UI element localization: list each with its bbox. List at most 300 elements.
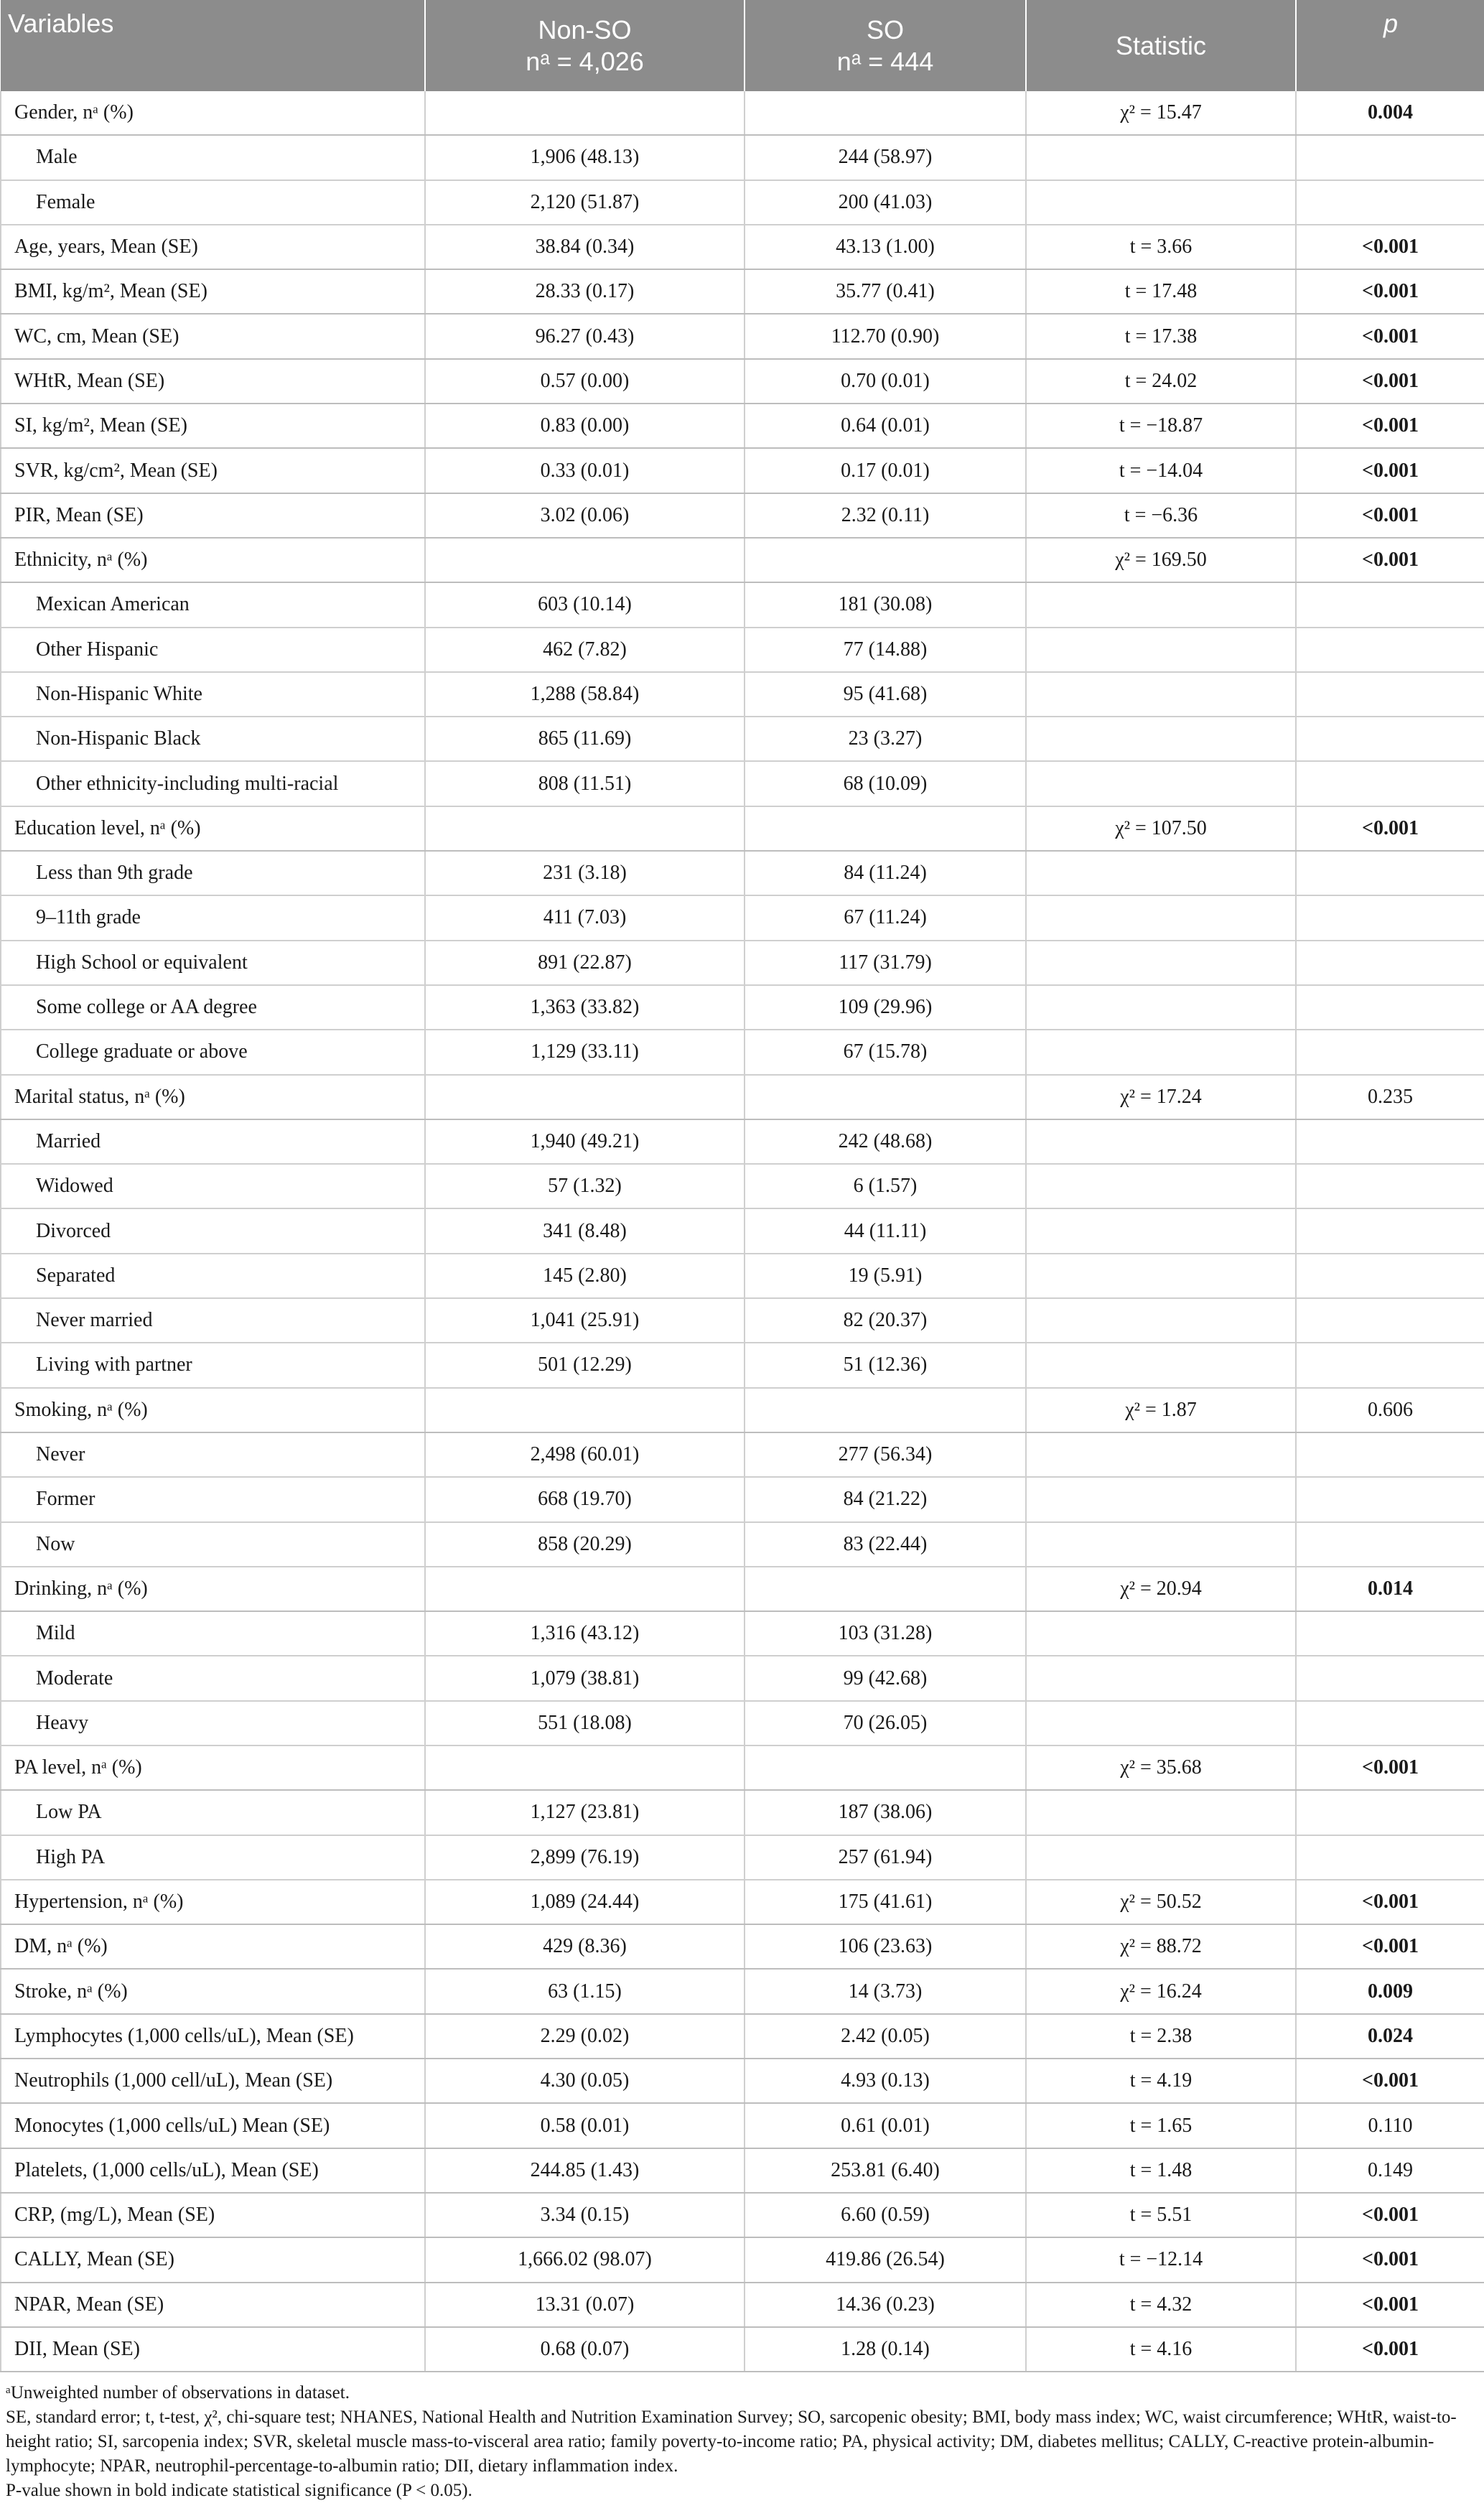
p-value-cell: <0.001 xyxy=(1296,2283,1484,2327)
statistic-cell: χ² = 16.24 xyxy=(1026,1969,1296,2013)
non-so-cell: 1,041 (25.91) xyxy=(425,1298,745,1343)
so-cell: 14 (3.73) xyxy=(745,1969,1026,2013)
so-cell xyxy=(745,806,1026,851)
variable-cell: Widowed xyxy=(1,1164,425,1208)
so-cell xyxy=(745,91,1026,135)
statistic-cell: t = 5.51 xyxy=(1026,2193,1296,2237)
statistic-cell: χ² = 107.50 xyxy=(1026,806,1296,851)
p-value-cell: <0.001 xyxy=(1296,2193,1484,2237)
so-cell: 82 (20.37) xyxy=(745,1298,1026,1343)
statistic-cell xyxy=(1026,851,1296,895)
p-value-cell: <0.001 xyxy=(1296,359,1484,404)
statistic-cell: t = 1.65 xyxy=(1026,2103,1296,2148)
non-so-cell: 865 (11.69) xyxy=(425,717,745,761)
statistic-cell xyxy=(1026,628,1296,672)
variable-cell: Never xyxy=(1,1432,425,1477)
variable-cell: Male xyxy=(1,135,425,180)
variable-cell: Other Hispanic xyxy=(1,628,425,672)
table-row xyxy=(1,717,1484,761)
non-so-cell: 0.83 (0.00) xyxy=(425,404,745,448)
variable-cell: SVR, kg/cm², Mean (SE) xyxy=(1,448,425,493)
so-cell: 103 (31.28) xyxy=(745,1611,1026,1656)
p-value-cell: <0.001 xyxy=(1296,1880,1484,1924)
variable-cell: Monocytes (1,000 cells/uL) Mean (SE) xyxy=(1,2103,425,2148)
variable-cell: DM, nᵃ (%) xyxy=(1,1924,425,1969)
variable-cell: Platelets, (1,000 cells/uL), Mean (SE) xyxy=(1,2148,425,2193)
non-so-cell xyxy=(425,1567,745,1611)
table-row xyxy=(1,2014,1484,2059)
non-so-cell: 341 (8.48) xyxy=(425,1208,745,1253)
p-value-cell xyxy=(1296,1343,1484,1387)
table-row xyxy=(1,851,1484,895)
p-value-cell xyxy=(1296,1835,1484,1880)
statistic-cell xyxy=(1026,582,1296,627)
so-cell: 43.13 (1.00) xyxy=(745,225,1026,269)
p-value-cell: <0.001 xyxy=(1296,448,1484,493)
statistic-cell xyxy=(1026,135,1296,180)
non-so-cell: 858 (20.29) xyxy=(425,1522,745,1567)
non-so-cell: 0.68 (0.07) xyxy=(425,2327,745,2372)
non-so-cell xyxy=(425,806,745,851)
non-so-cell: 1,316 (43.12) xyxy=(425,1611,745,1656)
statistic-cell: χ² = 88.72 xyxy=(1026,1924,1296,1969)
p-value-cell: <0.001 xyxy=(1296,2059,1484,2103)
so-cell: 244 (58.97) xyxy=(745,135,1026,180)
statistic-cell xyxy=(1026,761,1296,806)
variable-cell: PIR, Mean (SE) xyxy=(1,493,425,538)
variable-cell: SI, kg/m², Mean (SE) xyxy=(1,404,425,448)
non-so-cell: 1,666.02 (98.07) xyxy=(425,2237,745,2282)
non-so-cell: 603 (10.14) xyxy=(425,582,745,627)
non-so-cell: 1,127 (23.81) xyxy=(425,1790,745,1835)
table-row xyxy=(1,1254,1484,1298)
statistic-cell xyxy=(1026,1656,1296,1700)
statistic-cell xyxy=(1026,1611,1296,1656)
table-row xyxy=(1,1611,1484,1656)
so-cell: 19 (5.91) xyxy=(745,1254,1026,1298)
non-so-cell: 551 (18.08) xyxy=(425,1701,745,1745)
non-so-cell: 668 (19.70) xyxy=(425,1477,745,1521)
non-so-cell: 13.31 (0.07) xyxy=(425,2283,745,2327)
non-so-cell: 1,363 (33.82) xyxy=(425,985,745,1030)
p-value-cell xyxy=(1296,582,1484,627)
table-row xyxy=(1,404,1484,448)
so-cell: 242 (48.68) xyxy=(745,1119,1026,1164)
p-value-cell xyxy=(1296,717,1484,761)
p-value-cell xyxy=(1296,761,1484,806)
so-cell xyxy=(745,538,1026,582)
variable-cell: Mexican American xyxy=(1,582,425,627)
table-row xyxy=(1,1790,1484,1835)
so-cell: 2.32 (0.11) xyxy=(745,493,1026,538)
so-cell: 14.36 (0.23) xyxy=(745,2283,1026,2327)
variable-cell: Female xyxy=(1,180,425,225)
so-cell: 44 (11.11) xyxy=(745,1208,1026,1253)
so-cell: 23 (3.27) xyxy=(745,717,1026,761)
p-value-cell xyxy=(1296,1522,1484,1567)
p-value-cell xyxy=(1296,985,1484,1030)
non-so-cell: 0.58 (0.01) xyxy=(425,2103,745,2148)
so-cell: 0.64 (0.01) xyxy=(745,404,1026,448)
variable-cell: PA level, nᵃ (%) xyxy=(1,1745,425,1790)
statistic-cell: t = 4.19 xyxy=(1026,2059,1296,2103)
header-variables: Variables xyxy=(1,0,425,91)
non-so-cell: 2,120 (51.87) xyxy=(425,180,745,225)
p-value-cell: <0.001 xyxy=(1296,225,1484,269)
table-row xyxy=(1,2103,1484,2148)
variable-cell: DII, Mean (SE) xyxy=(1,2327,425,2372)
statistic-cell xyxy=(1026,895,1296,940)
table-row xyxy=(1,1298,1484,1343)
table-row xyxy=(1,628,1484,672)
variable-cell: Some college or AA degree xyxy=(1,985,425,1030)
non-so-cell: 429 (8.36) xyxy=(425,1924,745,1969)
table-row xyxy=(1,135,1484,180)
non-so-cell: 96.27 (0.43) xyxy=(425,314,745,358)
non-so-cell: 3.02 (0.06) xyxy=(425,493,745,538)
variable-cell: Separated xyxy=(1,1254,425,1298)
header-p-value: p xyxy=(1296,0,1484,91)
so-cell: 83 (22.44) xyxy=(745,1522,1026,1567)
so-cell: 2.42 (0.05) xyxy=(745,2014,1026,2059)
so-cell: 84 (21.22) xyxy=(745,1477,1026,1521)
p-value-cell: <0.001 xyxy=(1296,2237,1484,2282)
p-value-cell: <0.001 xyxy=(1296,1924,1484,1969)
so-cell: 1.28 (0.14) xyxy=(745,2327,1026,2372)
so-cell: 0.17 (0.01) xyxy=(745,448,1026,493)
non-so-cell: 0.33 (0.01) xyxy=(425,448,745,493)
p-value-cell: <0.001 xyxy=(1296,806,1484,851)
p-value-cell xyxy=(1296,135,1484,180)
table-row xyxy=(1,359,1484,404)
p-value-cell: 0.024 xyxy=(1296,2014,1484,2059)
so-cell xyxy=(745,1075,1026,1119)
footnote-abbreviations: SE, standard error; t, t-test, χ², chi-square test; NHANES, National Health and Nutrition Examination Survey; SO, sarcopenic obesity; BMI, body mass index; WC, waist circumference; WHtR, waist-to-height ratio; SI, sarcopenia index; SVR, skeletal muscle mass-to-visceral area ratio; family poverty-to-income ratio; PA, physical activity; DM, diabetes mellitus; CALLY, C-reactive protein-albumin-lymphocyte; NPAR, neutrophil-percentage-to-albumin ratio; DII, dietary inflammation index. xyxy=(6,2408,1457,2476)
variable-cell: WHtR, Mean (SE) xyxy=(1,359,425,404)
table-header-row xyxy=(1,0,1484,91)
statistic-cell: t = 24.02 xyxy=(1026,359,1296,404)
p-value-cell: <0.001 xyxy=(1296,1745,1484,1790)
variable-cell: CALLY, Mean (SE) xyxy=(1,2237,425,2282)
p-value-cell: 0.009 xyxy=(1296,1969,1484,2013)
non-so-cell: 244.85 (1.43) xyxy=(425,2148,745,2193)
statistic-cell xyxy=(1026,1030,1296,1074)
statistic-cell xyxy=(1026,1701,1296,1745)
variable-cell: Married xyxy=(1,1119,425,1164)
statistic-cell xyxy=(1026,1790,1296,1835)
p-value-cell: <0.001 xyxy=(1296,314,1484,358)
non-so-cell: 28.33 (0.17) xyxy=(425,269,745,314)
non-so-cell: 145 (2.80) xyxy=(425,1254,745,1298)
statistic-cell xyxy=(1026,1298,1296,1343)
variable-cell: Heavy xyxy=(1,1701,425,1745)
non-so-cell: 38.84 (0.34) xyxy=(425,225,745,269)
non-so-cell: 501 (12.29) xyxy=(425,1343,745,1387)
statistic-cell xyxy=(1026,941,1296,985)
p-value-cell xyxy=(1296,941,1484,985)
table-row xyxy=(1,538,1484,582)
table-row xyxy=(1,1388,1484,1432)
p-value-cell xyxy=(1296,1790,1484,1835)
statistic-cell xyxy=(1026,1164,1296,1208)
table-row xyxy=(1,91,1484,135)
non-so-cell: 4.30 (0.05) xyxy=(425,2059,745,2103)
variable-cell: Non-Hispanic Black xyxy=(1,717,425,761)
non-so-cell: 57 (1.32) xyxy=(425,1164,745,1208)
so-cell: 106 (23.63) xyxy=(745,1924,1026,1969)
variable-cell: Moderate xyxy=(1,1656,425,1700)
so-cell: 77 (14.88) xyxy=(745,628,1026,672)
statistic-cell xyxy=(1026,1208,1296,1253)
p-value-cell xyxy=(1296,628,1484,672)
statistic-cell: t = 4.32 xyxy=(1026,2283,1296,2327)
variable-cell: Gender, nᵃ (%) xyxy=(1,91,425,135)
p-value-cell xyxy=(1296,851,1484,895)
so-cell: 67 (15.78) xyxy=(745,1030,1026,1074)
p-value-cell xyxy=(1296,1701,1484,1745)
so-cell: 181 (30.08) xyxy=(745,582,1026,627)
p-value-cell: 0.004 xyxy=(1296,91,1484,135)
header-so-n: nᵃ = 444 xyxy=(836,46,934,76)
non-so-cell: 1,079 (38.81) xyxy=(425,1656,745,1700)
table-row xyxy=(1,1656,1484,1700)
non-so-cell: 231 (3.18) xyxy=(425,851,745,895)
non-so-cell: 2.29 (0.02) xyxy=(425,2014,745,2059)
statistic-cell: t = 17.38 xyxy=(1026,314,1296,358)
non-so-cell xyxy=(425,91,745,135)
header-non-so-title: Non-SO xyxy=(538,14,632,45)
statistic-cell: t = 2.38 xyxy=(1026,2014,1296,2059)
non-so-cell xyxy=(425,538,745,582)
so-cell: 6.60 (0.59) xyxy=(745,2193,1026,2237)
non-so-cell: 63 (1.15) xyxy=(425,1969,745,2013)
p-value-cell: <0.001 xyxy=(1296,493,1484,538)
so-cell: 0.61 (0.01) xyxy=(745,2103,1026,2148)
non-so-cell: 411 (7.03) xyxy=(425,895,745,940)
so-cell: 112.70 (0.90) xyxy=(745,314,1026,358)
table-row xyxy=(1,1075,1484,1119)
table-row xyxy=(1,1522,1484,1567)
so-cell: 67 (11.24) xyxy=(745,895,1026,940)
variable-cell: Now xyxy=(1,1522,425,1567)
table-row xyxy=(1,1164,1484,1208)
header-so xyxy=(745,0,1026,91)
p-value-cell: <0.001 xyxy=(1296,538,1484,582)
statistic-cell: χ² = 17.24 xyxy=(1026,1075,1296,1119)
table-row xyxy=(1,225,1484,269)
statistic-cell: t = −6.36 xyxy=(1026,493,1296,538)
statistic-cell xyxy=(1026,717,1296,761)
statistic-cell: t = −12.14 xyxy=(1026,2237,1296,2282)
header-non-so-n: nᵃ = 4,026 xyxy=(526,46,644,76)
variable-cell: Less than 9th grade xyxy=(1,851,425,895)
table-row xyxy=(1,1835,1484,1880)
table-body xyxy=(1,91,1484,2372)
so-cell: 187 (38.06) xyxy=(745,1790,1026,1835)
statistic-cell xyxy=(1026,1119,1296,1164)
table-row xyxy=(1,761,1484,806)
statistic-cell xyxy=(1026,1522,1296,1567)
p-value-cell xyxy=(1296,1208,1484,1253)
p-value-cell: 0.110 xyxy=(1296,2103,1484,2148)
p-value-cell xyxy=(1296,1164,1484,1208)
non-so-cell: 1,089 (24.44) xyxy=(425,1880,745,1924)
p-value-cell: 0.014 xyxy=(1296,1567,1484,1611)
variable-cell: Stroke, nᵃ (%) xyxy=(1,1969,425,2013)
variable-cell: Education level, nᵃ (%) xyxy=(1,806,425,851)
table-row xyxy=(1,2237,1484,2282)
non-so-cell: 1,906 (48.13) xyxy=(425,135,745,180)
statistic-cell xyxy=(1026,985,1296,1030)
p-value-cell: 0.235 xyxy=(1296,1075,1484,1119)
variable-cell: CRP, (mg/L), Mean (SE) xyxy=(1,2193,425,2237)
non-so-cell: 1,940 (49.21) xyxy=(425,1119,745,1164)
table-row xyxy=(1,1119,1484,1164)
statistic-cell: t = 1.48 xyxy=(1026,2148,1296,2193)
variable-cell: Lymphocytes (1,000 cells/uL), Mean (SE) xyxy=(1,2014,425,2059)
so-cell: 95 (41.68) xyxy=(745,672,1026,717)
table-row xyxy=(1,895,1484,940)
so-cell: 51 (12.36) xyxy=(745,1343,1026,1387)
table-row xyxy=(1,672,1484,717)
footnote-bold-note: P-value shown in bold indicate statistical significance (P < 0.05). xyxy=(6,2481,472,2501)
non-so-cell: 891 (22.87) xyxy=(425,941,745,985)
variable-cell: Age, years, Mean (SE) xyxy=(1,225,425,269)
header-statistic: Statistic xyxy=(1026,0,1296,91)
variable-cell: Ethnicity, nᵃ (%) xyxy=(1,538,425,582)
variable-cell: NPAR, Mean (SE) xyxy=(1,2283,425,2327)
table-footnotes xyxy=(0,2372,1484,2503)
p-value-cell xyxy=(1296,1611,1484,1656)
table-row xyxy=(1,806,1484,851)
non-so-cell xyxy=(425,1075,745,1119)
statistic-cell: χ² = 15.47 xyxy=(1026,91,1296,135)
so-cell: 200 (41.03) xyxy=(745,180,1026,225)
variable-cell: Former xyxy=(1,1477,425,1521)
so-cell: 35.77 (0.41) xyxy=(745,269,1026,314)
table-row xyxy=(1,2283,1484,2327)
p-value-cell: <0.001 xyxy=(1296,269,1484,314)
statistic-cell xyxy=(1026,1432,1296,1477)
non-so-cell xyxy=(425,1745,745,1790)
p-value-cell xyxy=(1296,1254,1484,1298)
variable-cell: Divorced xyxy=(1,1208,425,1253)
so-cell: 175 (41.61) xyxy=(745,1880,1026,1924)
non-so-cell xyxy=(425,1388,745,1432)
variable-cell: College graduate or above xyxy=(1,1030,425,1074)
variable-cell: Drinking, nᵃ (%) xyxy=(1,1567,425,1611)
p-value-cell xyxy=(1296,895,1484,940)
statistic-cell: t = 4.16 xyxy=(1026,2327,1296,2372)
statistic-cell: t = −18.87 xyxy=(1026,404,1296,448)
non-so-cell: 808 (11.51) xyxy=(425,761,745,806)
header-non-so xyxy=(425,0,745,91)
p-value-cell xyxy=(1296,180,1484,225)
table-row xyxy=(1,2193,1484,2237)
p-value-cell xyxy=(1296,1656,1484,1700)
statistic-cell: χ² = 1.87 xyxy=(1026,1388,1296,1432)
variable-cell: Other ethnicity-including multi-racial xyxy=(1,761,425,806)
table-row xyxy=(1,493,1484,538)
variable-cell: Smoking, nᵃ (%) xyxy=(1,1388,425,1432)
so-cell: 117 (31.79) xyxy=(745,941,1026,985)
statistic-cell: χ² = 20.94 xyxy=(1026,1567,1296,1611)
variable-cell: Non-Hispanic White xyxy=(1,672,425,717)
table-row xyxy=(1,448,1484,493)
so-cell: 257 (61.94) xyxy=(745,1835,1026,1880)
variable-cell: BMI, kg/m², Mean (SE) xyxy=(1,269,425,314)
footnote-unweighted: ᵃUnweighted number of observations in dataset. xyxy=(6,2383,350,2403)
variable-cell: Living with partner xyxy=(1,1343,425,1387)
non-so-cell: 1,129 (33.11) xyxy=(425,1030,745,1074)
so-cell: 84 (11.24) xyxy=(745,851,1026,895)
variable-cell: High PA xyxy=(1,1835,425,1880)
p-value-cell xyxy=(1296,1432,1484,1477)
table-row xyxy=(1,582,1484,627)
variable-cell: Mild xyxy=(1,1611,425,1656)
so-cell xyxy=(745,1388,1026,1432)
variable-cell: Low PA xyxy=(1,1790,425,1835)
variable-cell: Hypertension, nᵃ (%) xyxy=(1,1880,425,1924)
table-row xyxy=(1,2059,1484,2103)
table-row xyxy=(1,1208,1484,1253)
table-row xyxy=(1,941,1484,985)
variable-cell: Never married xyxy=(1,1298,425,1343)
statistic-cell xyxy=(1026,1254,1296,1298)
p-value-cell xyxy=(1296,1477,1484,1521)
statistic-cell xyxy=(1026,1343,1296,1387)
so-cell: 253.81 (6.40) xyxy=(745,2148,1026,2193)
table-row xyxy=(1,269,1484,314)
table-row xyxy=(1,314,1484,358)
table-row xyxy=(1,1432,1484,1477)
table-row xyxy=(1,1343,1484,1387)
non-so-cell: 2,899 (76.19) xyxy=(425,1835,745,1880)
so-cell: 70 (26.05) xyxy=(745,1701,1026,1745)
statistic-cell: t = −14.04 xyxy=(1026,448,1296,493)
table-row xyxy=(1,1477,1484,1521)
header-so-title: SO xyxy=(866,14,904,45)
p-value-cell: 0.149 xyxy=(1296,2148,1484,2193)
so-cell: 109 (29.96) xyxy=(745,985,1026,1030)
non-so-cell: 462 (7.82) xyxy=(425,628,745,672)
p-value-cell: 0.606 xyxy=(1296,1388,1484,1432)
statistic-cell xyxy=(1026,1835,1296,1880)
non-so-cell: 3.34 (0.15) xyxy=(425,2193,745,2237)
table-row xyxy=(1,1880,1484,1924)
so-cell: 99 (42.68) xyxy=(745,1656,1026,1700)
so-cell: 419.86 (26.54) xyxy=(745,2237,1026,2282)
statistic-cell: χ² = 35.68 xyxy=(1026,1745,1296,1790)
so-cell xyxy=(745,1567,1026,1611)
table-row xyxy=(1,180,1484,225)
statistic-cell: χ² = 50.52 xyxy=(1026,1880,1296,1924)
p-value-cell xyxy=(1296,1030,1484,1074)
variable-cell: High School or equivalent xyxy=(1,941,425,985)
p-value-cell: <0.001 xyxy=(1296,404,1484,448)
statistic-cell xyxy=(1026,180,1296,225)
statistic-cell: t = 17.48 xyxy=(1026,269,1296,314)
so-cell: 6 (1.57) xyxy=(745,1164,1026,1208)
table-row xyxy=(1,2148,1484,2193)
variable-cell: WC, cm, Mean (SE) xyxy=(1,314,425,358)
statistic-cell: t = 3.66 xyxy=(1026,225,1296,269)
so-cell: 68 (10.09) xyxy=(745,761,1026,806)
p-value-cell xyxy=(1296,672,1484,717)
table-row xyxy=(1,1745,1484,1790)
non-so-cell: 2,498 (60.01) xyxy=(425,1432,745,1477)
table-row xyxy=(1,1701,1484,1745)
